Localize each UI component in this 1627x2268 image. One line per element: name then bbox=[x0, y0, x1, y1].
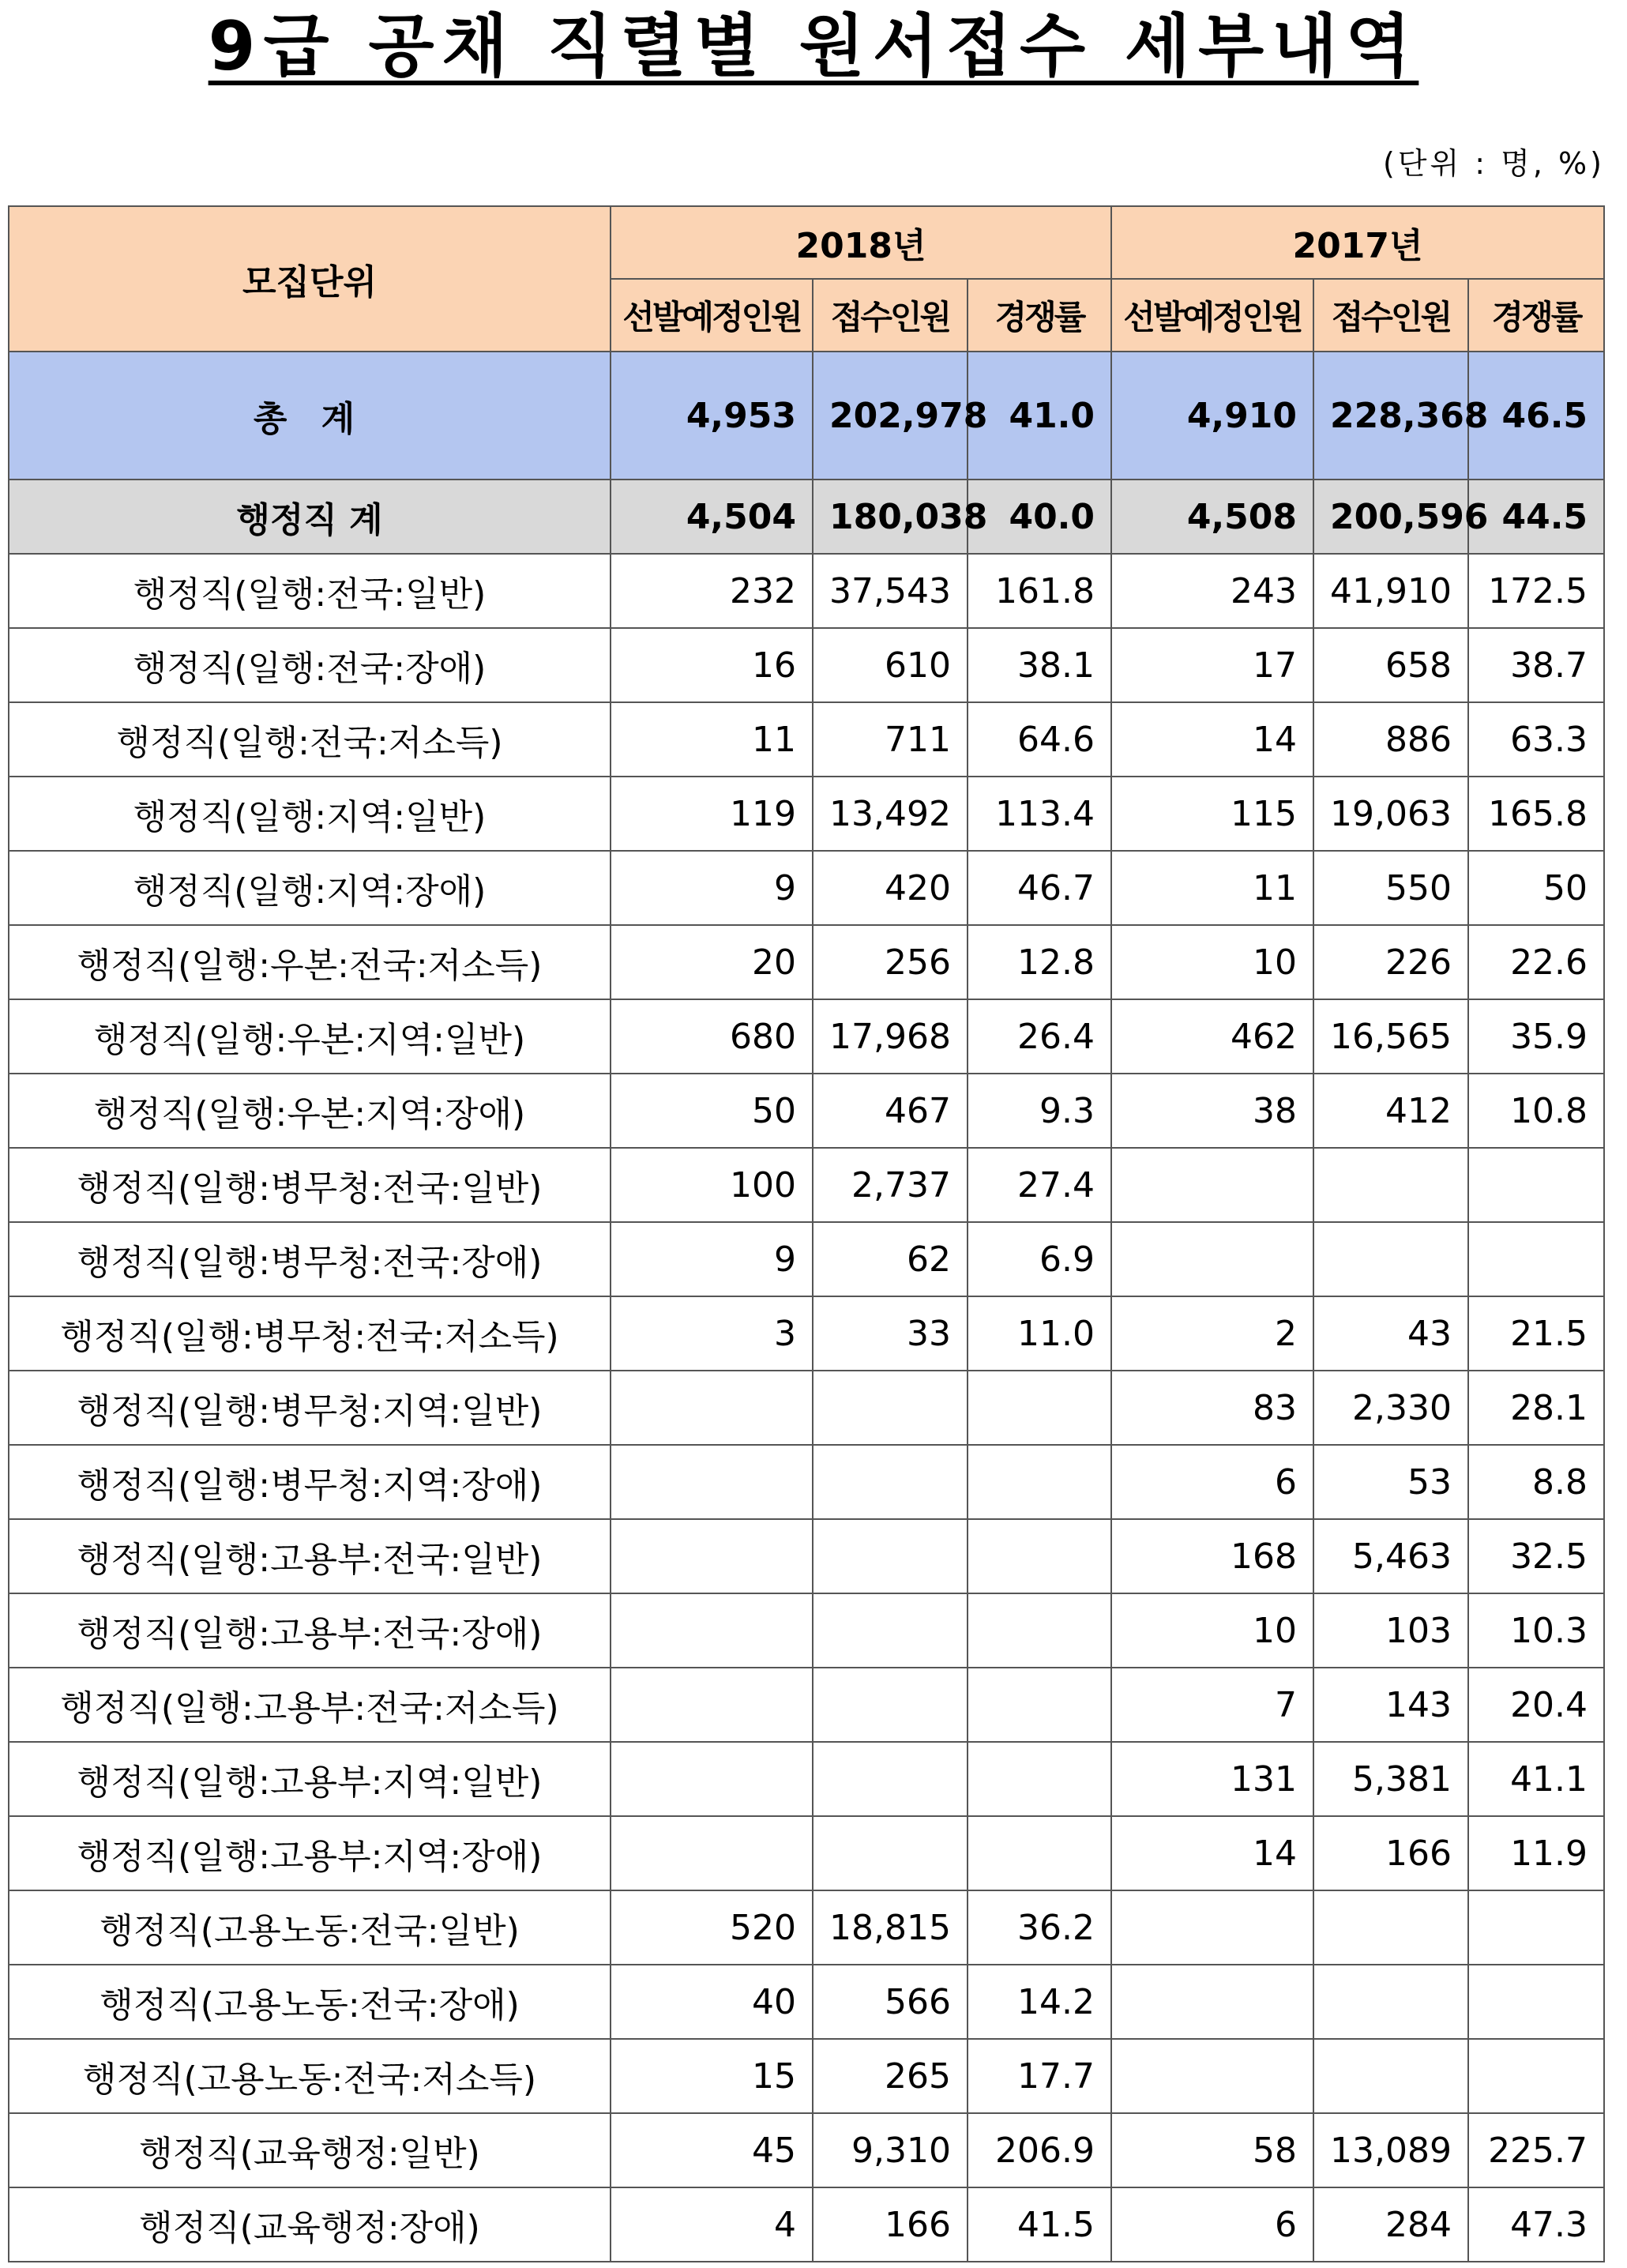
row-cell: 113.4 bbox=[968, 777, 1111, 851]
row-cell: 467 bbox=[813, 1074, 968, 1148]
table-row bbox=[9, 1742, 1604, 1816]
row-cell: 38.7 bbox=[1468, 628, 1604, 702]
row-cell: 46.7 bbox=[968, 851, 1111, 925]
row-cell bbox=[611, 1668, 813, 1742]
table-row bbox=[9, 1593, 1604, 1668]
row-cell: 45 bbox=[611, 2113, 813, 2187]
row-cell bbox=[813, 1371, 968, 1445]
row-cell: 27.4 bbox=[968, 1148, 1111, 1222]
row-cell: 225.7 bbox=[1468, 2113, 1604, 2187]
row-cell bbox=[968, 1519, 1111, 1593]
table-row bbox=[9, 1445, 1604, 1519]
table-row bbox=[9, 925, 1604, 999]
row-cell: 550 bbox=[1313, 851, 1468, 925]
row-cell: 10.3 bbox=[1468, 1593, 1604, 1668]
table-row bbox=[9, 1222, 1604, 1296]
row-label: 행정직(일행:고용부:전국:일반) bbox=[9, 1519, 611, 1593]
row-cell bbox=[968, 1742, 1111, 1816]
row-cell: 32.5 bbox=[1468, 1519, 1604, 1593]
row-cell: 168 bbox=[1111, 1519, 1313, 1593]
table-row bbox=[9, 702, 1604, 777]
row-cell bbox=[813, 1742, 968, 1816]
row-cell: 206.9 bbox=[968, 2113, 1111, 2187]
row-cell: 10 bbox=[1111, 925, 1313, 999]
subtotal-cell: 40.0 bbox=[968, 480, 1111, 554]
table-row bbox=[9, 2113, 1604, 2187]
row-cell bbox=[1313, 1965, 1468, 2039]
row-cell: 64.6 bbox=[968, 702, 1111, 777]
row-label: 행정직(일행:지역:장애) bbox=[9, 851, 611, 925]
row-cell: 566 bbox=[813, 1965, 968, 2039]
row-cell: 420 bbox=[813, 851, 968, 925]
row-cell bbox=[611, 1742, 813, 1816]
total-cell: 46.5 bbox=[1468, 352, 1604, 480]
table-row bbox=[9, 1148, 1604, 1222]
header-col-ratio: 경쟁률 bbox=[968, 279, 1111, 352]
subtotal-cell: 180,038 bbox=[813, 480, 968, 554]
row-label: 행정직(일행:병무청:전국:저소득) bbox=[9, 1296, 611, 1371]
row-cell bbox=[813, 1668, 968, 1742]
row-cell bbox=[1468, 1965, 1604, 2039]
row-cell: 4 bbox=[611, 2187, 813, 2262]
row-cell: 119 bbox=[611, 777, 813, 851]
document-title-text: 9급 공채 직렬별 원서접수 세부내역 bbox=[208, 7, 1419, 86]
row-cell: 115 bbox=[1111, 777, 1313, 851]
row-cell: 166 bbox=[813, 2187, 968, 2262]
row-cell bbox=[1111, 1148, 1313, 1222]
row-cell: 11.0 bbox=[968, 1296, 1111, 1371]
row-cell: 165.8 bbox=[1468, 777, 1604, 851]
row-cell bbox=[611, 1593, 813, 1668]
row-cell bbox=[1468, 1222, 1604, 1296]
row-cell bbox=[968, 1371, 1111, 1445]
row-cell: 21.5 bbox=[1468, 1296, 1604, 1371]
row-cell: 5,381 bbox=[1313, 1742, 1468, 1816]
row-cell bbox=[1468, 1148, 1604, 1222]
row-cell: 412 bbox=[1313, 1074, 1468, 1148]
row-cell: 243 bbox=[1111, 554, 1313, 628]
row-label: 행정직(일행:우본:지역:일반) bbox=[9, 999, 611, 1074]
row-cell: 6.9 bbox=[968, 1222, 1111, 1296]
table-row bbox=[9, 999, 1604, 1074]
header-group: 모집단위 bbox=[9, 206, 611, 352]
row-cell: 38 bbox=[1111, 1074, 1313, 1148]
row-cell: 131 bbox=[1111, 1742, 1313, 1816]
row-label: 행정직(일행:전국:저소득) bbox=[9, 702, 611, 777]
row-label: 행정직(일행:전국:장애) bbox=[9, 628, 611, 702]
row-label: 행정직(일행:고용부:전국:저소득) bbox=[9, 1668, 611, 1742]
row-cell bbox=[611, 1519, 813, 1593]
header-col-planned: 선발예정인원 bbox=[1111, 279, 1313, 352]
subtotal-cell: 4,504 bbox=[611, 480, 813, 554]
row-cell: 13,089 bbox=[1313, 2113, 1468, 2187]
row-cell: 83 bbox=[1111, 1371, 1313, 1445]
row-cell: 19,063 bbox=[1313, 777, 1468, 851]
row-cell: 680 bbox=[611, 999, 813, 1074]
row-label: 행정직(고용노동:전국:저소득) bbox=[9, 2039, 611, 2113]
row-cell: 35.9 bbox=[1468, 999, 1604, 1074]
header-col-planned: 선발예정인원 bbox=[611, 279, 813, 352]
header-year-2018: 2018년 bbox=[611, 206, 1111, 279]
row-label: 행정직(고용노동:전국:일반) bbox=[9, 1890, 611, 1965]
row-cell bbox=[968, 1668, 1111, 1742]
table-row bbox=[9, 777, 1604, 851]
table-row bbox=[9, 851, 1604, 925]
row-cell: 9 bbox=[611, 1222, 813, 1296]
total-cell: 4,910 bbox=[1111, 352, 1313, 480]
row-cell: 12.8 bbox=[968, 925, 1111, 999]
table-row bbox=[9, 1965, 1604, 2039]
table-row bbox=[9, 2187, 1604, 2262]
row-cell: 232 bbox=[611, 554, 813, 628]
row-cell: 11 bbox=[611, 702, 813, 777]
row-cell bbox=[1111, 1965, 1313, 2039]
row-cell: 3 bbox=[611, 1296, 813, 1371]
document-title bbox=[0, 3, 1627, 90]
row-cell: 33 bbox=[813, 1296, 968, 1371]
row-cell: 10.8 bbox=[1468, 1074, 1604, 1148]
row-cell bbox=[1313, 1222, 1468, 1296]
row-label: 행정직(일행:우본:지역:장애) bbox=[9, 1074, 611, 1148]
row-cell bbox=[1111, 1890, 1313, 1965]
total-label: 총 계 bbox=[9, 352, 611, 480]
row-cell: 9.3 bbox=[968, 1074, 1111, 1148]
row-cell: 20 bbox=[611, 925, 813, 999]
row-cell: 22.6 bbox=[1468, 925, 1604, 999]
total-cell: 202,978 bbox=[813, 352, 968, 480]
unit-note: (단위 : 명, %) bbox=[1382, 146, 1605, 181]
row-cell bbox=[1313, 1890, 1468, 1965]
table-row bbox=[9, 1890, 1604, 1965]
table-row bbox=[9, 1816, 1604, 1890]
row-label: 행정직(고용노동:전국:장애) bbox=[9, 1965, 611, 2039]
row-cell: 28.1 bbox=[1468, 1371, 1604, 1445]
header-col-applicants: 접수인원 bbox=[1313, 279, 1468, 352]
row-cell: 8.8 bbox=[1468, 1445, 1604, 1519]
row-cell: 886 bbox=[1313, 702, 1468, 777]
row-cell bbox=[968, 1445, 1111, 1519]
row-cell bbox=[611, 1445, 813, 1519]
row-cell: 50 bbox=[1468, 851, 1604, 925]
row-cell: 5,463 bbox=[1313, 1519, 1468, 1593]
row-cell: 36.2 bbox=[968, 1890, 1111, 1965]
row-cell: 14 bbox=[1111, 702, 1313, 777]
recruitment-table bbox=[8, 205, 1605, 2262]
row-cell: 11.9 bbox=[1468, 1816, 1604, 1890]
row-cell bbox=[1468, 1890, 1604, 1965]
row-cell: 18,815 bbox=[813, 1890, 968, 1965]
row-label: 행정직(교육행정:일반) bbox=[9, 2113, 611, 2187]
row-cell: 284 bbox=[1313, 2187, 1468, 2262]
row-cell: 103 bbox=[1313, 1593, 1468, 1668]
table-row bbox=[9, 1296, 1604, 1371]
row-cell bbox=[968, 1593, 1111, 1668]
row-cell: 62 bbox=[813, 1222, 968, 1296]
table-row bbox=[9, 554, 1604, 628]
row-cell: 13,492 bbox=[813, 777, 968, 851]
row-cell: 166 bbox=[1313, 1816, 1468, 1890]
header-col-applicants: 접수인원 bbox=[813, 279, 968, 352]
table-row bbox=[9, 1668, 1604, 1742]
row-cell bbox=[611, 1371, 813, 1445]
row-cell: 2 bbox=[1111, 1296, 1313, 1371]
row-cell: 9 bbox=[611, 851, 813, 925]
row-cell bbox=[813, 1445, 968, 1519]
row-cell bbox=[1111, 2039, 1313, 2113]
subtotal-row bbox=[9, 480, 1604, 554]
row-cell: 47.3 bbox=[1468, 2187, 1604, 2262]
row-cell: 256 bbox=[813, 925, 968, 999]
table-row bbox=[9, 628, 1604, 702]
row-label: 행정직(일행:고용부:지역:장애) bbox=[9, 1816, 611, 1890]
row-cell: 58 bbox=[1111, 2113, 1313, 2187]
row-cell bbox=[1313, 2039, 1468, 2113]
row-cell: 10 bbox=[1111, 1593, 1313, 1668]
row-cell: 265 bbox=[813, 2039, 968, 2113]
row-cell: 658 bbox=[1313, 628, 1468, 702]
total-row bbox=[9, 352, 1604, 480]
total-cell: 4,953 bbox=[611, 352, 813, 480]
row-cell: 26.4 bbox=[968, 999, 1111, 1074]
table-row bbox=[9, 1519, 1604, 1593]
total-cell: 41.0 bbox=[968, 352, 1111, 480]
row-cell bbox=[813, 1593, 968, 1668]
row-label: 행정직(일행:병무청:전국:일반) bbox=[9, 1148, 611, 1222]
row-cell: 9,310 bbox=[813, 2113, 968, 2187]
row-cell: 63.3 bbox=[1468, 702, 1604, 777]
table-row bbox=[9, 1371, 1604, 1445]
row-cell: 14 bbox=[1111, 1816, 1313, 1890]
row-cell: 2,737 bbox=[813, 1148, 968, 1222]
row-label: 행정직(일행:병무청:지역:장애) bbox=[9, 1445, 611, 1519]
row-cell: 16 bbox=[611, 628, 813, 702]
row-cell bbox=[813, 1519, 968, 1593]
row-cell: 143 bbox=[1313, 1668, 1468, 1742]
row-cell: 226 bbox=[1313, 925, 1468, 999]
row-cell: 53 bbox=[1313, 1445, 1468, 1519]
row-cell: 6 bbox=[1111, 2187, 1313, 2262]
row-cell bbox=[1468, 2039, 1604, 2113]
row-cell: 38.1 bbox=[968, 628, 1111, 702]
row-cell: 43 bbox=[1313, 1296, 1468, 1371]
row-cell: 2,330 bbox=[1313, 1371, 1468, 1445]
row-cell: 40 bbox=[611, 1965, 813, 2039]
total-cell: 228,368 bbox=[1313, 352, 1468, 480]
row-cell: 161.8 bbox=[968, 554, 1111, 628]
row-cell: 462 bbox=[1111, 999, 1313, 1074]
row-label: 행정직(교육행정:장애) bbox=[9, 2187, 611, 2262]
row-cell bbox=[1313, 1148, 1468, 1222]
row-cell: 37,543 bbox=[813, 554, 968, 628]
table-row bbox=[9, 1074, 1604, 1148]
row-label: 행정직(일행:우본:전국:저소득) bbox=[9, 925, 611, 999]
row-cell: 7 bbox=[1111, 1668, 1313, 1742]
row-label: 행정직(일행:병무청:지역:일반) bbox=[9, 1371, 611, 1445]
row-cell bbox=[968, 1816, 1111, 1890]
table-body bbox=[9, 352, 1604, 2262]
row-cell: 172.5 bbox=[1468, 554, 1604, 628]
row-cell: 41.5 bbox=[968, 2187, 1111, 2262]
table-row bbox=[9, 2039, 1604, 2113]
row-cell: 17 bbox=[1111, 628, 1313, 702]
row-cell: 17.7 bbox=[968, 2039, 1111, 2113]
header-col-ratio: 경쟁률 bbox=[1468, 279, 1604, 352]
row-cell: 11 bbox=[1111, 851, 1313, 925]
row-label: 행정직(일행:지역:일반) bbox=[9, 777, 611, 851]
row-cell: 41,910 bbox=[1313, 554, 1468, 628]
subtotal-cell: 200,596 bbox=[1313, 480, 1468, 554]
subtotal-cell: 44.5 bbox=[1468, 480, 1604, 554]
row-cell: 100 bbox=[611, 1148, 813, 1222]
row-cell bbox=[611, 1816, 813, 1890]
header-row-years bbox=[9, 206, 1604, 279]
row-cell: 14.2 bbox=[968, 1965, 1111, 2039]
row-cell: 711 bbox=[813, 702, 968, 777]
row-cell: 20.4 bbox=[1468, 1668, 1604, 1742]
row-cell: 610 bbox=[813, 628, 968, 702]
row-cell: 50 bbox=[611, 1074, 813, 1148]
row-label: 행정직(일행:병무청:전국:장애) bbox=[9, 1222, 611, 1296]
row-cell: 520 bbox=[611, 1890, 813, 1965]
subtotal-label: 행정직 계 bbox=[9, 480, 611, 554]
row-label: 행정직(일행:전국:일반) bbox=[9, 554, 611, 628]
row-cell bbox=[813, 1816, 968, 1890]
row-label: 행정직(일행:고용부:전국:장애) bbox=[9, 1593, 611, 1668]
row-cell: 6 bbox=[1111, 1445, 1313, 1519]
subtotal-cell: 4,508 bbox=[1111, 480, 1313, 554]
row-cell: 41.1 bbox=[1468, 1742, 1604, 1816]
row-cell: 16,565 bbox=[1313, 999, 1468, 1074]
row-cell: 17,968 bbox=[813, 999, 968, 1074]
row-label: 행정직(일행:고용부:지역:일반) bbox=[9, 1742, 611, 1816]
row-cell: 15 bbox=[611, 2039, 813, 2113]
header-year-2017: 2017년 bbox=[1111, 206, 1604, 279]
row-cell bbox=[1111, 1222, 1313, 1296]
